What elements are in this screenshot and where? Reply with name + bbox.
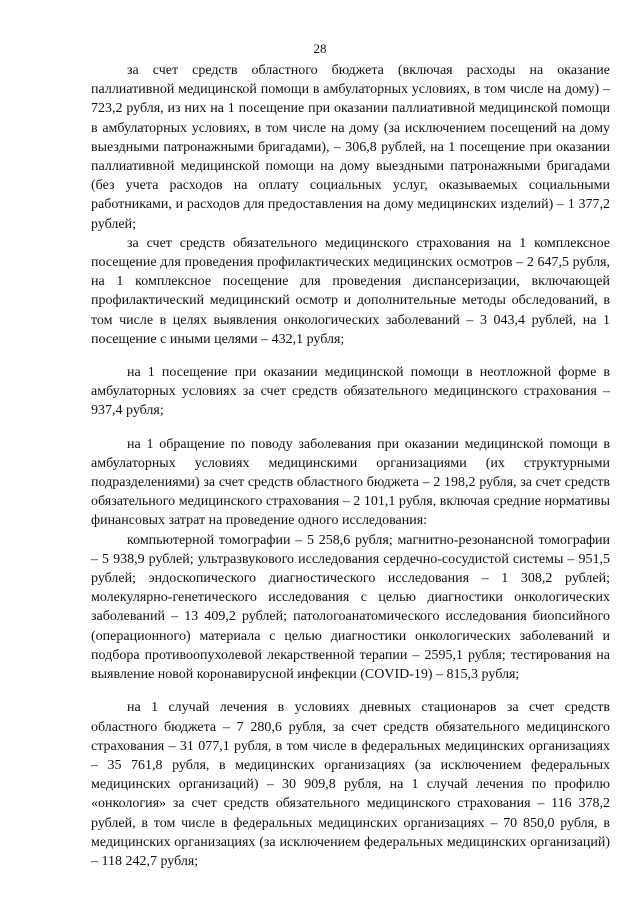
paragraph-emergency-outpatient: на 1 посещение при оказании медицинской помощи в неотложной форме в амбулаторных условиях за счет средств обязательного медицинского страхования – 937,4 рубля; bbox=[91, 365, 610, 419]
paragraph-diagnostic-costs: компьютерной томографии – 5 258,6 рубля; магнитно-резонансной томографии – 5 938,9 рублей; ультразвукового исследования сердечно-сосудистой системы – 951,5 рублей; эндоскопического диагностического исследования – 1 308,2 рублей; молекулярно-генетического исследования с целью диагностики онкологических заболеваний – 13 409,2 рублей; патологоанатомического исследования биопсийного (операционного) материала с целью диагностики онкологических заболеваний и подбора противоопухолевой лекарственной терапии – 2595,1 рубля; тестирования на выявление новой коронавирусной инфекции (COVID-19) – 815,3 рубля; bbox=[91, 532, 610, 683]
paragraph-regional-budget-palliative: за счет средств областного бюджета (включая расходы на оказание паллиативной медицинской помощи в амбулаторных условиях, в том числе на дому) – 723,2 рубля, из них на 1 посещение при оказании паллиативной медицинской помощи в амбулаторных условиях, в том числе на дому (за исключением посещений на дому выездными патронажными бригадами), – 306,8 рублей, на 1 посещение при оказании паллиативной медицинской помощи на дому выездными патронажными бригадами (без учета расходов на оплату социальных услуг, оказываемых социальными работниками, и расходов для предоставления на дому медицинских изделий) – 1 377,2 рублей; bbox=[91, 63, 610, 232]
paragraph-oms-preventive-visits: за счет средств обязательного медицинского страхования на 1 комплексное посещение для проведения профилактических медицинских осмотров – 2 647,5 рубля, на 1 комплексное посещение для проведения диспансеризации, включающей профилактический медицинский осмотр и дополнительные методы обследований, в том числе в целях выявления онкологических заболеваний – 3 043,4 рублей, на 1 посещение с иными целями – 432,1 рубля; bbox=[91, 235, 610, 347]
page-number: 28 bbox=[313, 41, 327, 56]
paragraph-day-hospital: на 1 случай лечения в условиях дневных стационаров за счет средств областного бюджета – 7 280,6 рубля, за счет средств обязательного медицинского страхования – 31 077,1 рубля, в том числе в федеральных медицинских организациях – 35 761,8 рубля, в медицинских организациях (за исключением федеральных медицинских организаций) – 30 909,8 рубля, на 1 случай лечения по профилю «онкология» за счет средств обязательного медицинского страхования – 116 378,2 рублей, в том числе в федеральных медицинских организациях – 70 850,0 рубля, в медицинских организациях (за исключением федеральных медицинских организаций) – 118 242,7 рубля; bbox=[91, 700, 610, 869]
paragraph-disease-referral: на 1 обращение по поводу заболевания при оказании медицинской помощи в амбулаторных условиях медицинскими организациями (их структурными подразделениями) за счет средств областного бюджета – 2 198,2 рубля, за счет средств обязательного медицинского страхования – 2 101,1 рубля, включая средние нормативы финансовых затрат на проведение одного исследования: bbox=[91, 436, 610, 529]
document-body bbox=[91, 61, 610, 871]
